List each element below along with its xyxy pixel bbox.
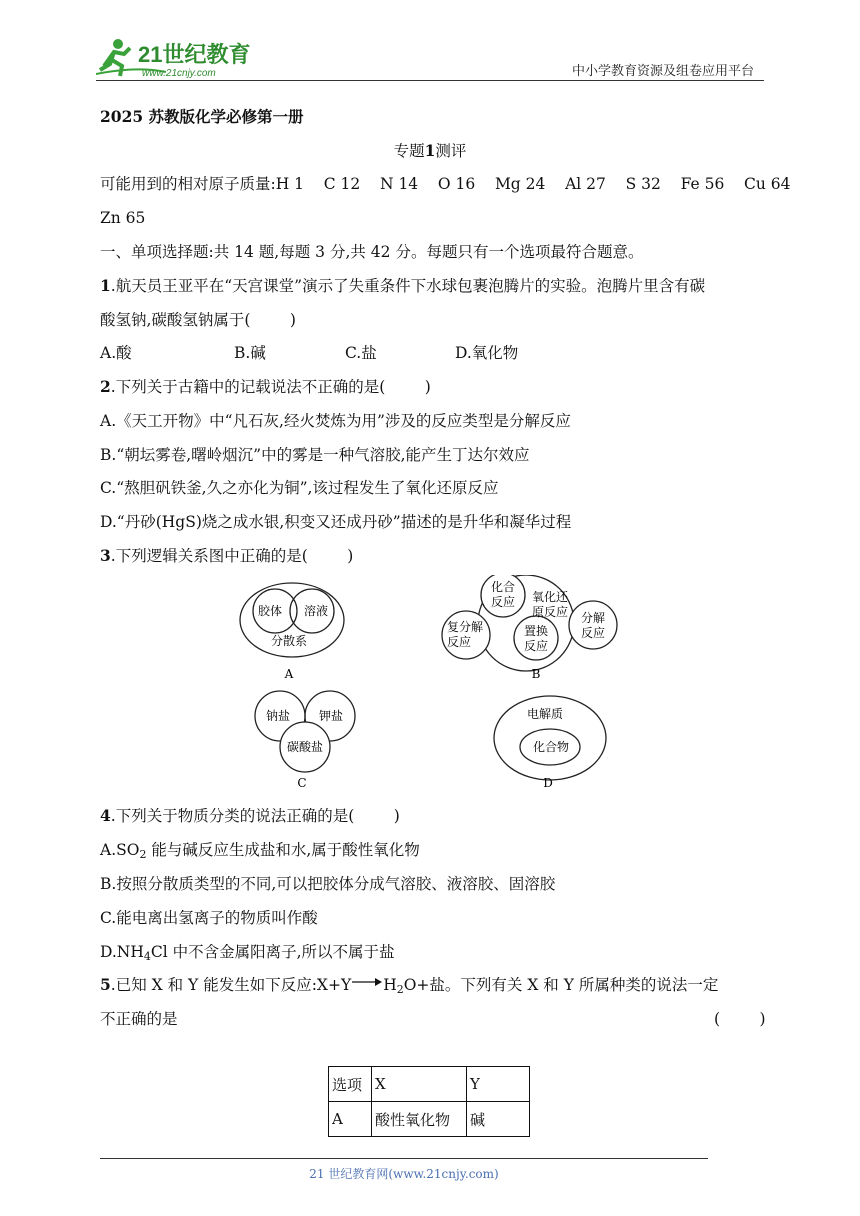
doc-title: 2025 苏教版化学必修第一册 (100, 107, 304, 126)
b-double-decomp-2: 反应 (446, 635, 472, 649)
b-combination-2: 反应 (490, 595, 516, 609)
b-redox-1: 氧化还 (531, 590, 569, 604)
site-logo (96, 36, 266, 82)
b-displacement-1: 置换 (523, 624, 549, 638)
q5-answer-paren: ( ) (714, 1010, 766, 1028)
q1-stem: 1.航天员王亚平在“天宫课堂”演示了失重条件下水球包裹泡腾片的实验。泡腾片里含有碳 (100, 276, 706, 295)
a-colloid-label: 胶体 (257, 604, 283, 618)
footer-text: 21 世纪教育网(www.21cnjy.com) (309, 1167, 499, 1181)
d-caption: D (543, 776, 553, 790)
footer-divider (100, 1158, 708, 1159)
q5-stem: 5.已知 X 和 Y 能发生如下反应:X+Y H2O+盐。下列有关 X 和 Y 所属种类的说法一定 (100, 975, 719, 996)
b-displacement-2: 反应 (523, 639, 549, 653)
header-option: 选项 (329, 1067, 372, 1102)
atomic-masses-cont: Zn 65 (100, 209, 146, 227)
q4-option-d: D.NH4Cl 中不含金属阳离子,所以不属于盐 (100, 943, 395, 963)
b-decomp-1: 分解 (580, 611, 606, 625)
logo-text: 21世纪教育 (138, 42, 251, 67)
header-divider (96, 80, 764, 81)
header-y: Y (467, 1067, 530, 1102)
table-header-row (329, 1067, 530, 1102)
decomposition-circle (569, 601, 617, 649)
q1-option-a: A.酸 (100, 344, 132, 362)
q1-option-c: C.盐 (345, 344, 377, 362)
a-solution-label: 溶液 (303, 604, 329, 618)
platform-name: 中小学教育资源及组卷应用平台 (571, 64, 754, 79)
row-y: 碱 (467, 1102, 530, 1137)
header-x: X (372, 1067, 467, 1102)
q2-option-c: C.“熬胆矾铁釜,久之亦化为铜”,该过程发生了氧化还原反应 (100, 479, 499, 497)
atomic-masses: 可能用到的相对原子质量:H 1 C 12 N 14 O 16 Mg 24 Al 27 S 32 Fe 56 Cu 64 (100, 175, 791, 193)
table-row (329, 1102, 530, 1137)
reaction-arrow-icon (351, 976, 383, 988)
q2-option-b: B.“朝坛雾卷,曙岭烟沉”中的雾是一种气溶胶,能产生丁达尔效应 (100, 446, 530, 464)
diagram-a (240, 583, 344, 681)
d-inner-label: 化合物 (532, 740, 570, 754)
row-x: 酸性氧化物 (372, 1102, 467, 1137)
q2-stem: 2.下列关于古籍中的记载说法不正确的是( ) (100, 377, 431, 396)
q1-option-b: B.碱 (234, 344, 266, 362)
logic-diagrams (230, 575, 630, 795)
q4-option-c: C.能电离出氢离子的物质叫作酸 (100, 909, 318, 927)
q5-options-table (328, 1066, 530, 1137)
diagram-b (442, 575, 617, 681)
q1-stem-cont: 酸氢钠,碳酸氢钠属于( ) (100, 311, 296, 329)
doc-subtitle: 专题1测评 (393, 141, 467, 160)
logo-url: www.21cnjy.com (142, 68, 216, 79)
q2-option-a: A.《天工开物》中“凡石灰,经火焚炼为用”涉及的反应类型是分解反应 (100, 412, 571, 430)
a-outer-label: 分散系 (270, 634, 308, 648)
q4-option-b: B.按照分散质类型的不同,可以把胶体分成气溶胶、液溶胶、固溶胶 (100, 875, 556, 893)
section-heading: 一、单项选择题:共 14 题,每题 3 分,共 42 分。每题只有一个选项最符合题意。 (100, 243, 644, 261)
c-sodium-label: 钠盐 (265, 709, 291, 723)
row-option: A (329, 1102, 372, 1137)
displacement-circle (514, 616, 558, 660)
b-combination-1: 化合 (490, 580, 516, 594)
q4-option-a: A.SO2 能与碱反应生成盐和水,属于酸性氧化物 (100, 841, 420, 861)
b-decomp-2: 反应 (580, 626, 606, 640)
b-caption: B (531, 667, 541, 681)
b-double-decomp-1: 复分解 (446, 620, 484, 634)
c-caption: C (297, 776, 307, 790)
diagram-d (494, 696, 606, 790)
b-redox-2: 原反应 (531, 605, 569, 619)
q4-stem: 4.下列关于物质分类的说法正确的是( ) (100, 806, 400, 825)
c-carbonate-label: 碳酸盐 (286, 740, 324, 754)
q3-stem: 3.下列逻辑关系图中正确的是( ) (100, 546, 354, 565)
q5-stem-cont: 不正确的是 (100, 1010, 178, 1028)
a-caption: A (284, 667, 294, 681)
d-outer-label: 电解质 (526, 707, 564, 721)
q2-option-d: D.“丹砂(HgS)烧之成水银,积变又还成丹砂”描述的是升华和凝华过程 (100, 513, 572, 531)
diagram-c (255, 691, 355, 790)
q1-option-d: D.氧化物 (455, 344, 519, 362)
c-potassium-label: 钾盐 (318, 709, 344, 723)
